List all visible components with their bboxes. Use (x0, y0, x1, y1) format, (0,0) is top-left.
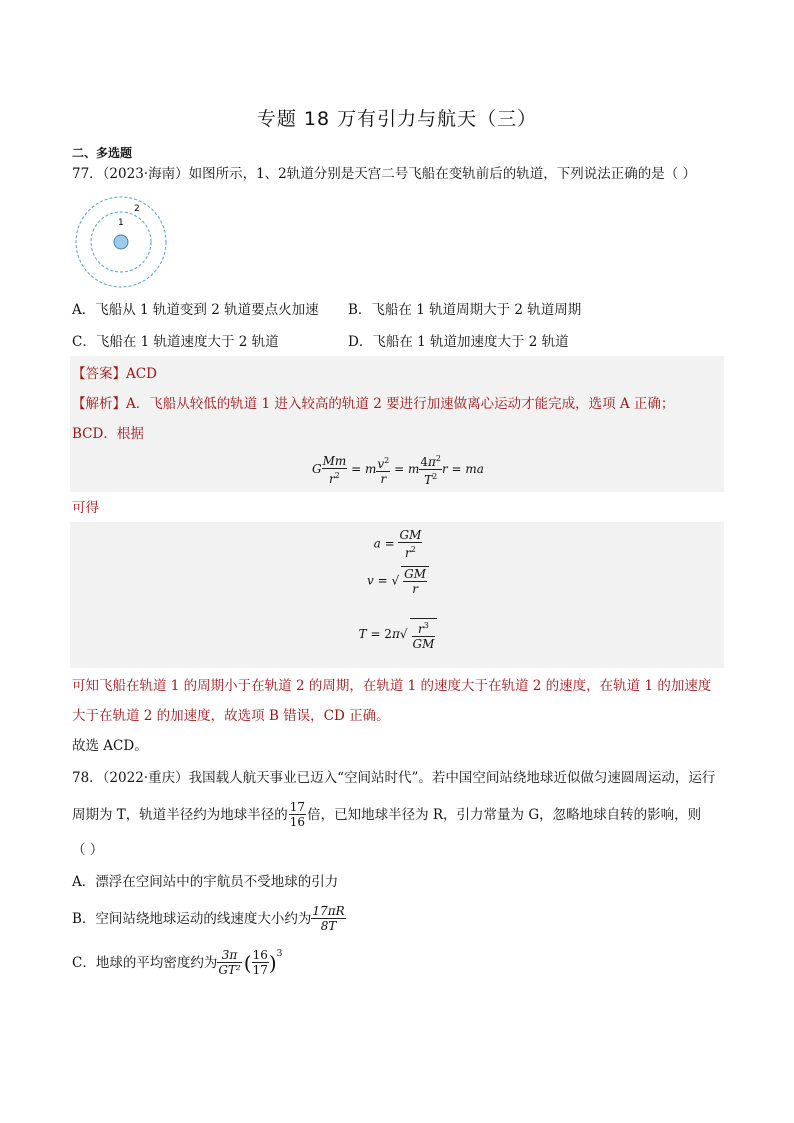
analysis-text-2: BCD．根据 (72, 426, 144, 442)
answer-line (72, 364, 157, 384)
answer-label: 【答案】 (72, 366, 126, 382)
q77-option-b: B．飞船在 1 轨道周期大于 2 轨道周期 (348, 302, 582, 318)
option-c-inner-numerator: 16 (252, 948, 268, 962)
q78-option-b-text: B．空间站绕地球运动的线速度大小约为 (72, 910, 312, 927)
fraction-denominator: 16 (289, 815, 306, 829)
orbit-2-label: 2 (134, 204, 140, 214)
q78-option-b (72, 904, 346, 933)
orbit-diagram (72, 196, 170, 290)
section-heading: 二、多选题 (72, 146, 133, 160)
q78-option-a: A．漂浮在空间站中的宇航员不受地球的引力 (72, 874, 339, 890)
option-b-denominator: 8T (311, 918, 345, 933)
q77-option-d: D．飞船在 1 轨道加速度大于 2 轨道 (348, 334, 569, 350)
formula-t: T = 2π√ $\frac{r^3}{GM}$ (72, 618, 724, 651)
q78-stem-2b: 倍，已知地球半径为 R，引力常量为 G，忽略地球自转的影响，则 (307, 806, 702, 823)
option-c-numerator: 3π (221, 948, 238, 962)
fraction-numerator: 17 (289, 800, 306, 814)
q77-option-a: A．飞船从 1 轨道变到 2 轨道要点火加速 (72, 302, 319, 318)
conclusion-line-1: 可知飞船在轨道 1 的周期小于在轨道 2 的周期，在轨道 1 的速度大于在轨道 2 的速度，在轨道 1 的加速度 (72, 678, 712, 694)
option-c-inner-denominator: 17 (252, 963, 268, 977)
q78-stem-line-3: （ ） (72, 842, 104, 858)
q78-stem-line-2 (72, 800, 701, 829)
formula-a: a = $\frac{GM}{r^2}$ (373, 528, 422, 560)
keyi-text: 可得 (72, 500, 99, 516)
q78-stem-line-1: 78．（2022·重庆）我国载人航天事业已迈入“空间站时代”。若中国空间站绕地球近似做匀速圆周运动，运行 (72, 770, 716, 786)
option-b-numerator: 17πR (312, 904, 345, 918)
q78-fraction (289, 800, 306, 829)
q78-stem-2a: 周期为 T，轨道半径约为地球半径的 (72, 806, 288, 823)
q78-option-c-fraction (217, 948, 241, 977)
q78-option-c: C．地球的平均密度约为 $\frac{3\pi}{\text{GT²}}$ ( $\frac{16}{17}$ ) 3 (72, 948, 282, 977)
q78-option-b-fraction (311, 904, 345, 933)
answer-value: ACD (126, 366, 157, 382)
formula-v: v = √ $\frac{GM}{r}$ (72, 566, 724, 596)
planet-circle (114, 235, 128, 249)
analysis-text-1: A．飞船从较低的轨道 1 进入较高的轨道 2 要进行加速做离心运动才能完成，选项 A 正确； (126, 396, 675, 412)
option-c-inner-fraction (252, 948, 269, 977)
option-c-power: 3 (276, 949, 283, 959)
conclusion-line-2: 大于在轨道 2 的加速度，故选项 B 错误，CD 正确。 (72, 708, 390, 724)
page-title: 专题 18 万有引力与航天（三） (256, 108, 538, 130)
q77-stem: 77．（2023·海南）如图所示，1、2轨道分别是天宫二号飞船在变轨前后的轨道，下列说法正确的是（ ） (72, 166, 697, 182)
final-answer: 故选 ACD。 (72, 738, 148, 754)
option-c-denominator: GT² (218, 963, 241, 977)
analysis-line-1 (72, 394, 674, 414)
formula-gravitation: G $\frac{Mm}{r^2}$ = m $\frac{v^2}{r}$ = m $\frac{4\pi^2}{T^2}$ r = ma (312, 453, 484, 487)
q77-option-c: C．飞船在 1 轨道速度大于 2 轨道 (72, 334, 279, 350)
analysis-label: 【解析】 (72, 396, 126, 412)
q78-option-c-text: C．地球的平均密度约为 (72, 954, 218, 971)
orbit-1-label: 1 (118, 218, 124, 228)
